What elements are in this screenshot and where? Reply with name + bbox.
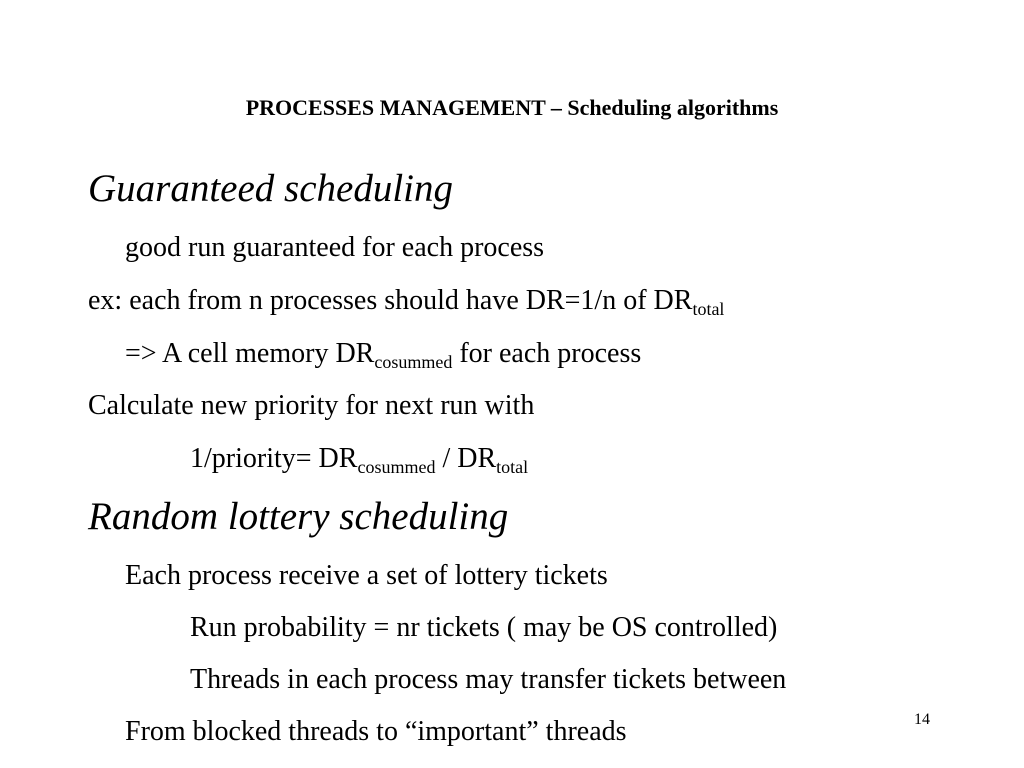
lottery-line-2: Run probability = nr tickets ( may be OS controlled) xyxy=(190,612,778,643)
guaranteed-line-2-text: ex: each from n processes should have DR=1/n of DR xyxy=(88,285,693,316)
subscript-total: total xyxy=(496,457,529,477)
subscript-cosummed: cosummed xyxy=(357,457,436,477)
guaranteed-line-4: Calculate new priority for next run with xyxy=(88,390,535,421)
guaranteed-line-2 xyxy=(88,284,724,318)
lottery-line-4: From blocked threads to “important” threads xyxy=(125,716,627,747)
guaranteed-line-3 xyxy=(125,337,641,371)
priority-formula-mid: / DR xyxy=(435,443,497,474)
heading-random-lottery-scheduling: Random lottery scheduling xyxy=(88,495,509,538)
lottery-line-1: Each process receive a set of lottery tickets xyxy=(125,560,608,591)
subscript-total: total xyxy=(692,299,725,319)
slide-title: PROCESSES MANAGEMENT – Scheduling algorithms xyxy=(245,95,779,120)
guaranteed-line-1: good run guaranteed for each process xyxy=(125,232,545,263)
heading-guaranteed-scheduling: Guaranteed scheduling xyxy=(88,167,454,210)
page-number: 14 xyxy=(914,711,930,728)
priority-formula-text: 1/priority= DR xyxy=(190,443,358,474)
guaranteed-line-3-tail: for each process xyxy=(452,338,642,369)
lottery-line-3: Threads in each process may transfer tickets between xyxy=(190,664,787,695)
guaranteed-line-3-text: => A cell memory DR xyxy=(125,338,375,369)
subscript-cosummed: cosummed xyxy=(374,352,453,372)
priority-formula xyxy=(190,442,528,476)
